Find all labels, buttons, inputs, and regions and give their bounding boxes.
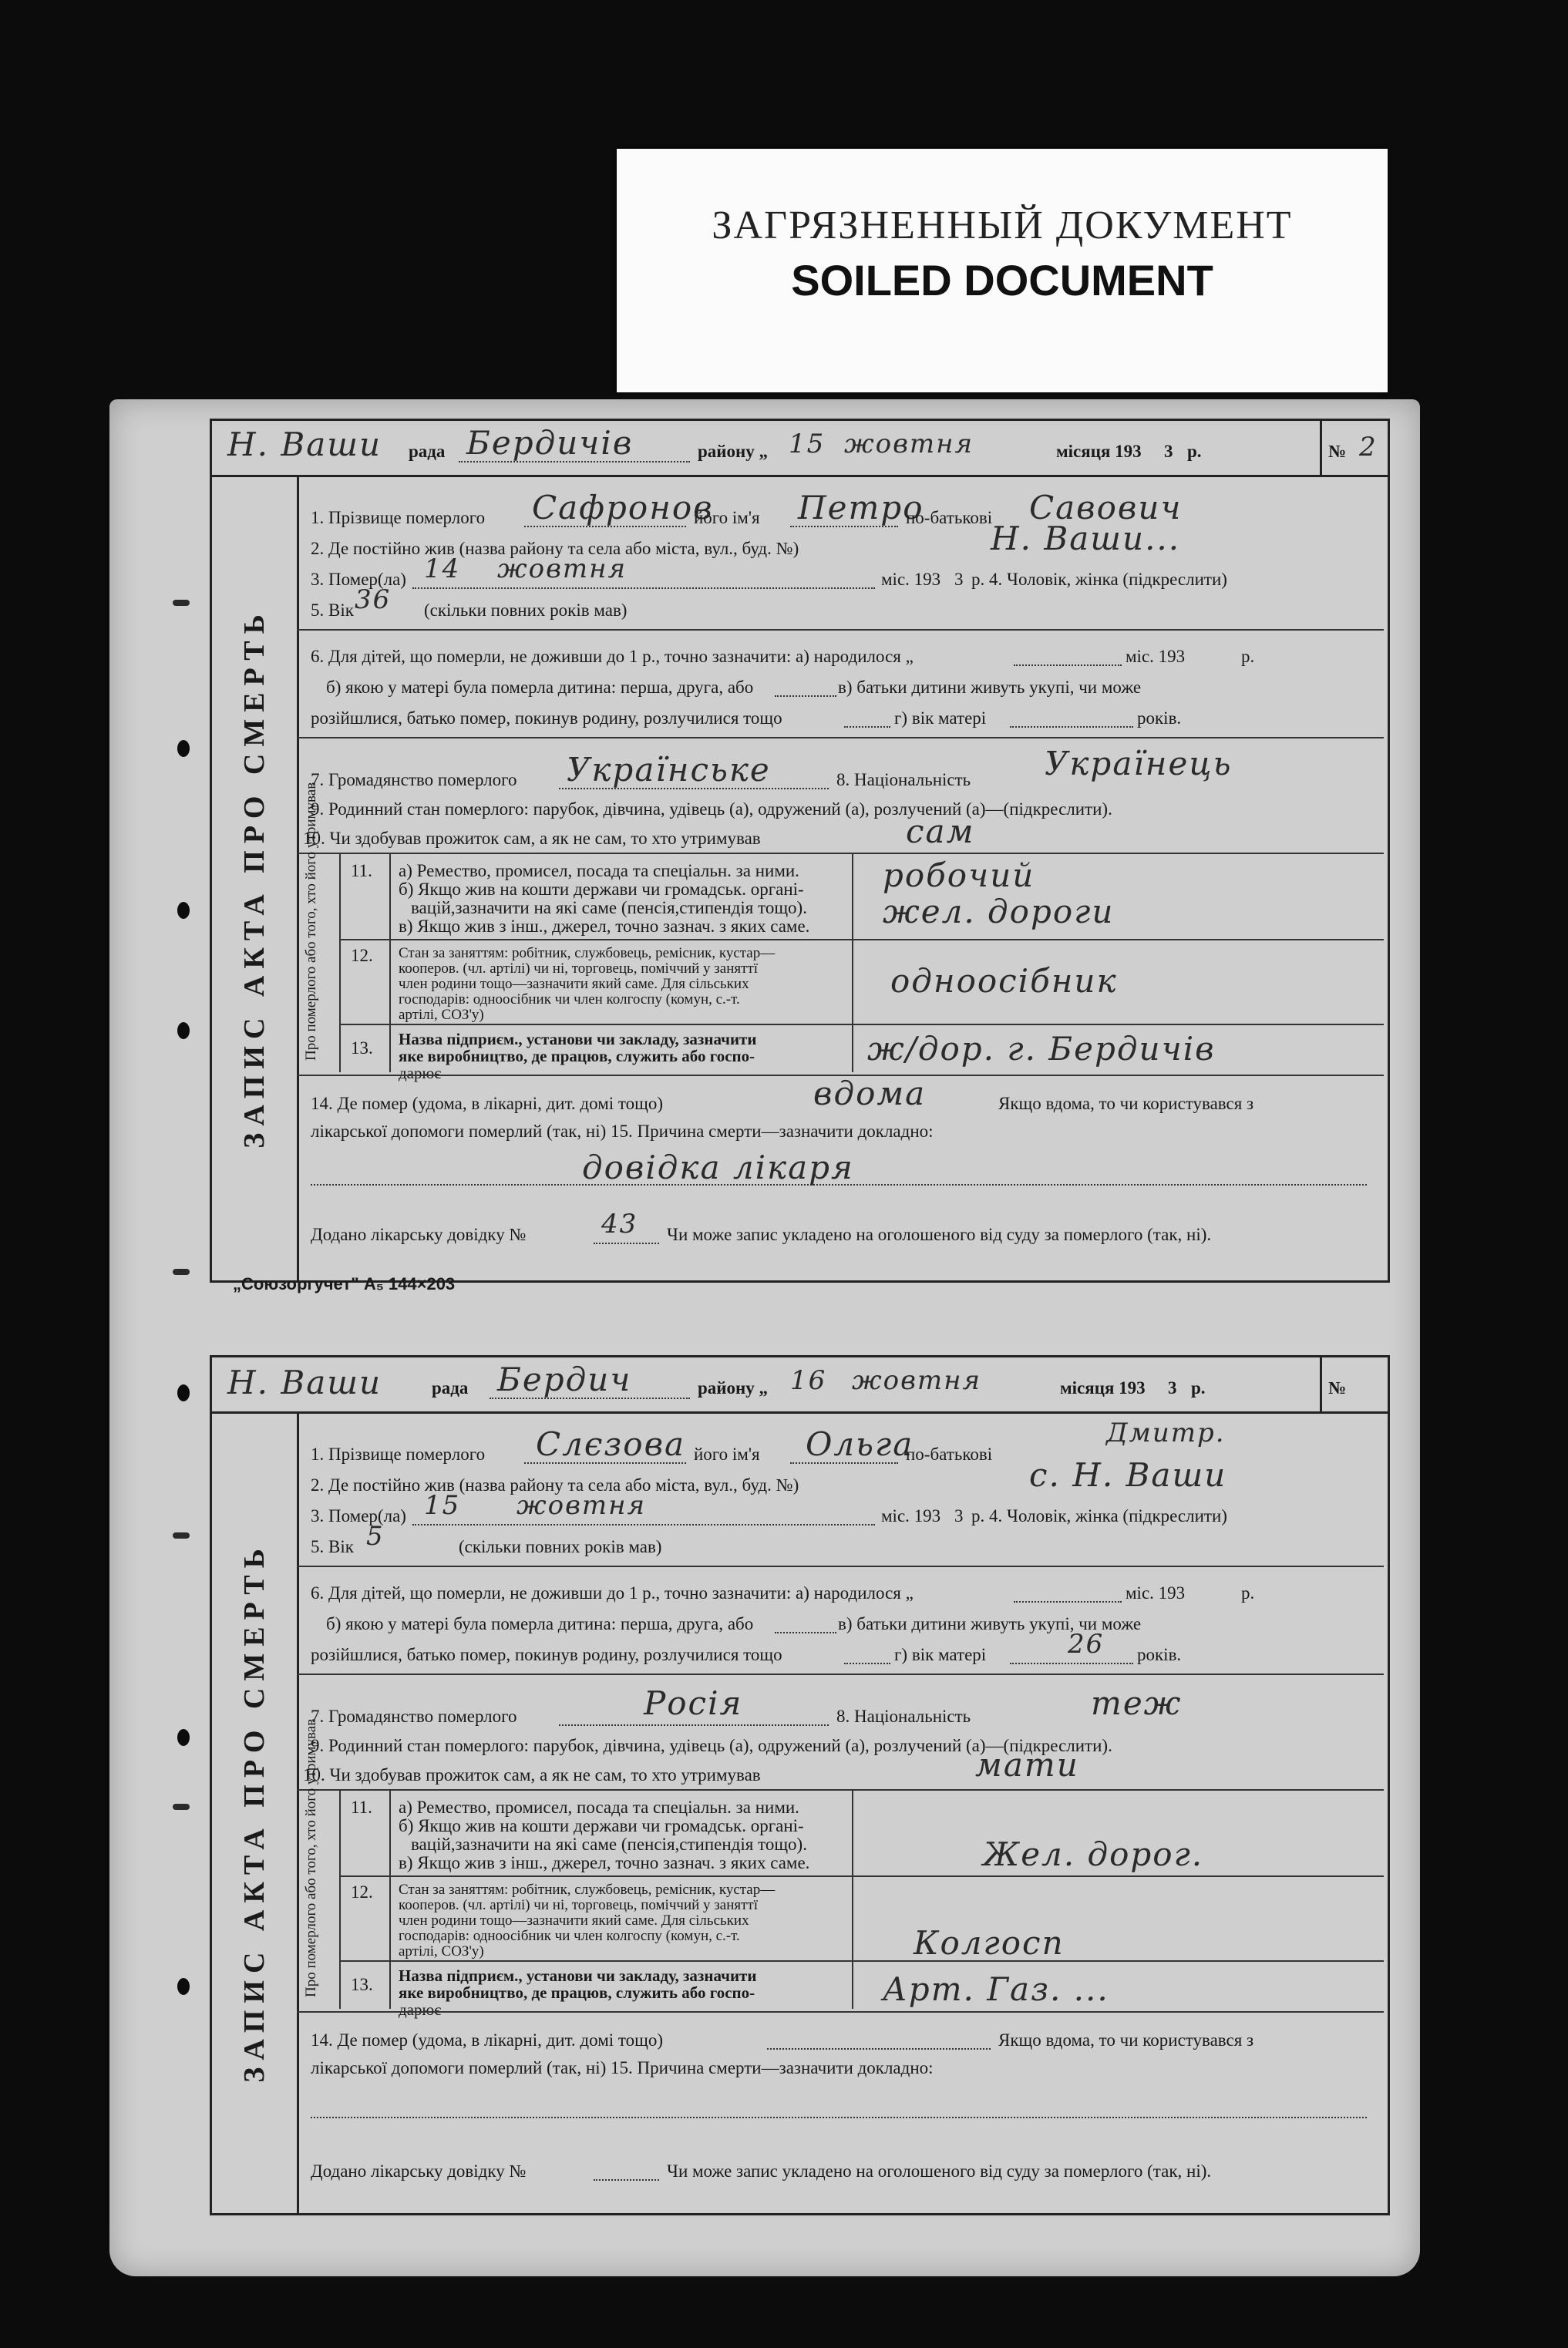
year-digit: 3 — [1168, 1378, 1177, 1398]
line13-num: 13. — [351, 1975, 373, 1994]
line11a-label: а) Ремество, промисел, посада та спеціальн. за ними. — [399, 1798, 799, 1817]
died-year-digit: 3 — [954, 570, 964, 589]
line12d: господарів: одноосібник чи член колгоспу (комун, с.-т. — [399, 1928, 740, 1944]
rada-label: рада — [432, 1378, 469, 1398]
age: 5 — [366, 1521, 385, 1552]
line13b: яке виробництво, де працюв, служить або госпо- — [399, 1047, 755, 1065]
year-suffix: р. — [1187, 442, 1202, 461]
line13c: дарює — [399, 2000, 442, 2019]
died-month: жовтня — [516, 1490, 647, 1521]
line11c-label: в) Якщо жив з інш., джерел, точно зазнач. з яких саме. — [399, 1853, 810, 1872]
record-month: жовтня — [844, 429, 974, 459]
month-label: місяця 193 — [1060, 1378, 1146, 1398]
record-number-box — [1320, 1357, 1388, 1411]
rada-name: Н. Ваши — [227, 1364, 382, 1401]
line6v2-label: розійшлися, батько помер, покинув родину, розлучилися тощо — [311, 708, 782, 728]
died-year-digit: 3 — [954, 1506, 964, 1526]
death-record-form-2 — [210, 1355, 1390, 2215]
line5-age-hint: (скільки повних років мав) — [459, 1537, 662, 1556]
line6g-years: років. — [1137, 708, 1182, 728]
punch-hole — [177, 1978, 190, 1995]
punch-hole — [177, 1384, 190, 1401]
line14b-label: Якщо вдома, то чи користувався з — [998, 2030, 1254, 2050]
record-day: 15 — [789, 429, 826, 459]
line1-surname-label: 1. Прізвище померлого — [311, 1445, 486, 1464]
rayon-label: району „ — [698, 442, 769, 461]
died-day: 14 — [424, 553, 461, 584]
line14b-label: Якщо вдома, то чи користувався з — [998, 1094, 1254, 1113]
line11b2-label: вацій,зазначити на які саме (пенсія,стипендія тощо). — [411, 1835, 807, 1854]
punch-hole — [177, 740, 190, 757]
age: 36 — [355, 584, 392, 615]
line16-label: Додано лікарську довідку № — [311, 1225, 527, 1244]
line10-support-label: 10. Чи здобував прожиток сам, а як не сам, то хто утримував — [303, 1765, 761, 1785]
status: одноосібник — [890, 962, 1118, 1000]
line11b-label: б) Якщо жив на кошти держави чи громадськ. органі- — [399, 1816, 804, 1835]
line14-label: 14. Де помер (удома, в лікарні, дит. домі тощо) — [311, 2030, 664, 2050]
line6-children-label: 6. Для дітей, що померли, не доживши до 1 р., точно зазначити: а) народилося „ — [311, 647, 914, 666]
line3-sex-label: р. 4. Чоловік, жінка (підкреслити) — [971, 570, 1227, 589]
line7-citizenship-label: 7. Громадянство померлого — [311, 770, 517, 789]
line16b-label: Чи може запис укладено на оголошеного від суду за померлого (так, ні). — [667, 1225, 1212, 1244]
support: мати — [975, 1746, 1079, 1784]
month-label: місяця 193 — [1056, 442, 1142, 461]
punch-mark — [173, 1269, 190, 1275]
death-record-form-1 — [210, 419, 1390, 1283]
residence: Н. Ваши... — [991, 520, 1181, 557]
line2-residence-label: 2. Де постійно жив (назва району та села або міста, вул., буд. №) — [311, 539, 799, 558]
line6g-label: г) вік матері — [894, 1645, 987, 1664]
support: сам — [906, 812, 975, 850]
line6-children-label: 6. Для дітей, що померли, не доживши до 1 р., точно зазначити: а) народилося „ — [311, 1583, 914, 1603]
line16b-label: Чи може запис укладено на оголошеного від суду за померлого (так, ні). — [667, 2161, 1212, 2181]
line1-patronymic-label: по-батькові — [906, 508, 993, 527]
line12e: артілі, СОЗ'у) — [399, 1943, 484, 1959]
punch-mark — [173, 1804, 190, 1810]
line9-marital-label: 9. Родинний стан померлого: парубок, дівчина, удівець (а), одружений (а), розлучений (а)—(підкреслити). — [311, 799, 1112, 819]
side-title-bar — [212, 475, 299, 1280]
line11b-label: б) Якщо жив на кошти держави чи громадськ. органі- — [399, 880, 804, 899]
side-title: ЗАПИС АКТА ПРО СМЕРТЬ — [238, 607, 271, 1149]
workplace: Арт. Газ. ... — [883, 1970, 1109, 2008]
citizenship: Росія — [644, 1684, 743, 1722]
line11-num: 11. — [351, 861, 372, 880]
line5-age-label: 5. Вік — [311, 600, 354, 620]
surname: Сафронов — [532, 489, 714, 526]
line1-name-label: його ім'я — [694, 508, 760, 527]
trade: робочий — [883, 856, 1035, 894]
line10-support-label: 10. Чи здобував прожиток сам, а як не сам, то хто утримував — [303, 829, 761, 848]
line13-num: 13. — [351, 1038, 373, 1058]
label-english: SOILED DOCUMENT — [791, 256, 1213, 304]
first-name: Ольга — [806, 1425, 914, 1463]
side-title-bar — [212, 1411, 299, 2213]
punch-mark — [173, 1532, 190, 1539]
line12a: Стан за заняттям: робітник, службовець, ремісник, кустар— — [399, 945, 776, 961]
line6-year-label: р. — [1241, 647, 1255, 666]
line6v2-label: розійшлися, батько помер, покинув родину, розлучилися тощо — [311, 1645, 782, 1664]
line6b-label: б) якою у матері була померла дитина: перша, друга, або — [326, 678, 754, 697]
certificate-number: 43 — [601, 1209, 638, 1240]
line12d: господарів: одноосібник чи член колгоспу (комун, с.-т. — [399, 991, 740, 1007]
citizenship: Українське — [567, 751, 771, 789]
punch-mark — [173, 600, 190, 606]
year-digit: 3 — [1164, 442, 1173, 461]
record-number: 2 — [1359, 432, 1378, 463]
line3-sex-label: р. 4. Чоловік, жінка (підкреслити) — [971, 1506, 1227, 1526]
line6b-label: б) якою у матері була померла дитина: перша, друга, або — [326, 1614, 754, 1633]
number-sign: № — [1328, 1378, 1347, 1398]
line8-nationality-label: 8. Національність — [836, 1707, 971, 1726]
number-sign: № — [1328, 442, 1347, 461]
line12b: кооперов. (чл. артілі) чи ні, торговець, поміччий у заняттї — [399, 1897, 759, 1913]
year-suffix: р. — [1191, 1378, 1206, 1398]
line11c-label: в) Якщо жив з інш., джерел, точно зазнач. з яких саме. — [399, 917, 810, 936]
line5-age-label: 5. Вік — [311, 1537, 354, 1556]
punch-hole — [177, 1729, 190, 1746]
nationality: теж — [1091, 1684, 1183, 1722]
residence: с. Н. Ваши — [1029, 1456, 1227, 1494]
line6v-label: в) батьки дитини живуть укупі, чи може — [838, 678, 1142, 697]
line13c: дарює — [399, 1064, 442, 1082]
punch-hole — [177, 1022, 190, 1039]
status: Колгосп — [914, 1924, 1065, 1962]
first-name: Петро — [798, 489, 924, 526]
line6-year-label: р. — [1241, 1583, 1255, 1603]
line3-died-label: 3. Помер(ла) — [311, 570, 406, 589]
line12a: Стан за заняттям: робітник, службовець, ремісник, кустар— — [399, 1882, 776, 1898]
line3-month-label: міс. 193 — [881, 1506, 941, 1526]
record-number-box — [1320, 421, 1388, 475]
side-title: ЗАПИС АКТА ПРО СМЕРТЬ — [238, 1542, 271, 2083]
line2-residence-label: 2. Де постійно жив (назва району та села або міста, вул., буд. №) — [311, 1475, 799, 1495]
line6-month-label: міс. 193 — [1126, 647, 1186, 666]
rayon-name: Бердич — [497, 1361, 632, 1398]
nationality: Українець — [1045, 745, 1233, 782]
line5-age-hint: (скільки повних років мав) — [424, 600, 628, 620]
rayon-label: району „ — [698, 1378, 769, 1398]
side-small-label: Про померлого або того, хто його утримував — [303, 1718, 319, 1997]
record-month: жовтня — [852, 1365, 982, 1396]
punch-hole — [177, 902, 190, 919]
rada-label: рада — [409, 442, 446, 461]
rada-name: Н. Ваши — [227, 426, 382, 463]
line12e: артілі, СОЗ'у) — [399, 1007, 484, 1023]
line12b: кооперов. (чл. артілі) чи ні, торговець, поміччий у заняттї — [399, 960, 759, 977]
line12c: член родини тощо—зазначити який саме. Для сільських — [399, 1912, 749, 1929]
form-header — [212, 421, 1388, 477]
patronymic: Дмитр. — [1106, 1418, 1226, 1448]
trade: Жел. дорог. — [983, 1835, 1204, 1873]
line3-month-label: міс. 193 — [881, 570, 941, 589]
death-record-sheet — [109, 399, 1420, 2276]
record-day: 16 — [790, 1365, 827, 1396]
line6-month-label: міс. 193 — [1126, 1583, 1186, 1603]
line11b2-label: вацій,зазначити на які саме (пенсія,стипендія тощо). — [411, 898, 807, 917]
soiled-document-label — [617, 149, 1388, 392]
form-caption: „Союзоргучет" А₅ 144×203 — [233, 1274, 456, 1293]
line7-citizenship-label: 7. Громадянство померлого — [311, 1707, 517, 1726]
line1-patronymic-label: по-батькові — [906, 1445, 993, 1464]
line6g-years: років. — [1137, 1645, 1182, 1664]
line3-died-label: 3. Помер(ла) — [311, 1506, 406, 1526]
line14c-label: лікарської допомоги померлий (так, ні) 15. Причина смерти—зазначити докладно: — [311, 2058, 934, 2077]
side-small-label: Про померлого або того, хто його утримував — [303, 782, 319, 1061]
line6g-label: г) вік матері — [894, 708, 987, 728]
died-month: жовтня — [497, 553, 628, 584]
label-russian: ЗАГРЯЗНЕННЫЙ ДОКУМЕНТ — [712, 204, 1293, 247]
line14c-label: лікарської допомоги померлий (так, ні) 15. Причина смерти—зазначити докладно: — [311, 1122, 934, 1141]
place-of-death: вдома — [813, 1075, 927, 1112]
form-header — [212, 1357, 1388, 1414]
line11a-label: а) Ремество, промисел, посада та спеціальн. за ними. — [399, 861, 799, 880]
line1-surname-label: 1. Прізвище померлого — [311, 508, 486, 527]
mother-age: 26 — [1068, 1629, 1105, 1660]
trade-2: жел. дороги — [883, 893, 1115, 930]
line9-marital-label: 9. Родинний стан померлого: парубок, дівчина, удівець (а), одружений (а), розлучений (а)—(підкреслити). — [311, 1736, 1112, 1755]
line6v-label: в) батьки дитини живуть укупі, чи може — [838, 1614, 1142, 1633]
line12c: член родини тощо—зазначити який саме. Для сільських — [399, 976, 749, 992]
cause-of-death: довідка лікаря — [582, 1149, 854, 1186]
died-day: 15 — [424, 1490, 461, 1521]
line14-label: 14. Де помер (удома, в лікарні, дит. домі тощо) — [311, 1094, 664, 1113]
workplace: ж/дор. г. Бердичів — [867, 1030, 1216, 1068]
line11-num: 11. — [351, 1798, 372, 1817]
line13b: яке виробництво, де працюв, служить або госпо- — [399, 1983, 755, 2002]
line13a: Назва підприєм., установи чи закладу, зазначити — [399, 1030, 757, 1048]
line8-nationality-label: 8. Національність — [836, 770, 971, 789]
rayon-name: Бердичів — [466, 424, 634, 462]
surname: Слєзова — [536, 1425, 686, 1463]
patronymic: Савович — [1029, 489, 1183, 526]
line13a: Назва підприєм., установи чи закладу, зазначити — [399, 1966, 757, 1985]
line12-num: 12. — [351, 1882, 373, 1902]
line1-name-label: його ім'я — [694, 1445, 760, 1464]
line12-num: 12. — [351, 946, 373, 965]
line16-label: Додано лікарську довідку № — [311, 2161, 527, 2181]
